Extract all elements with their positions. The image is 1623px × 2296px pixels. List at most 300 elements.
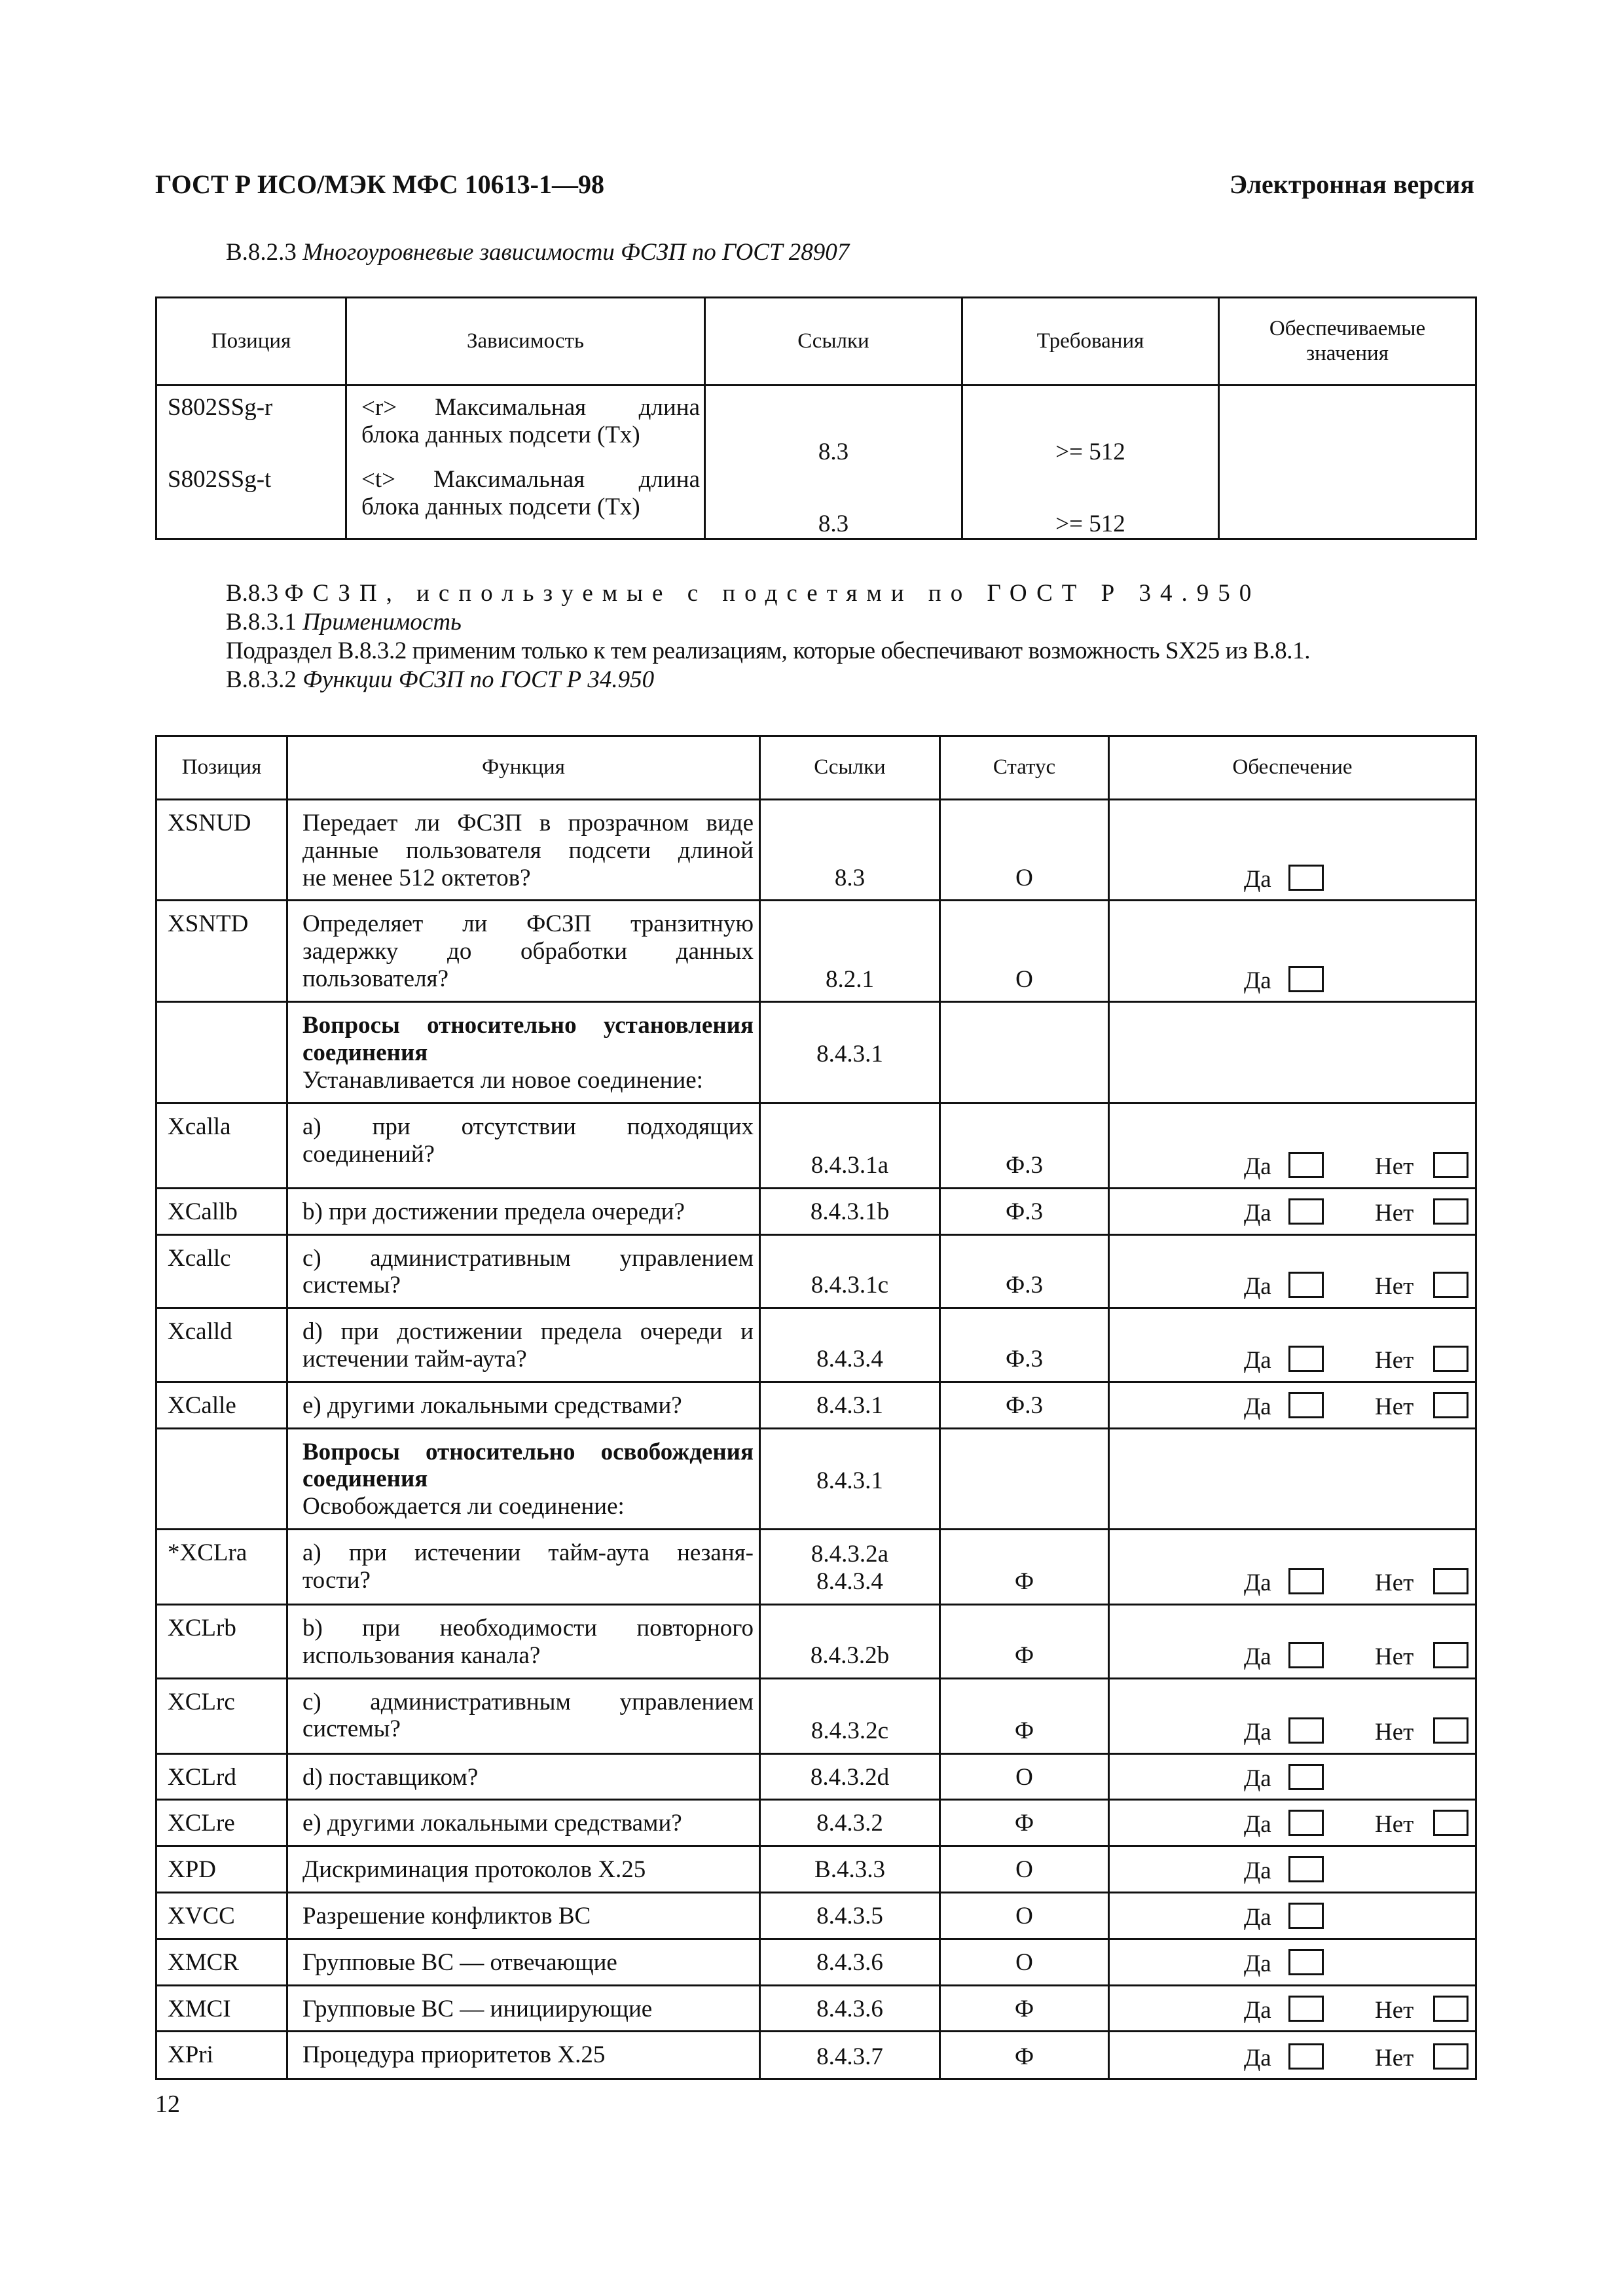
- col-header-provided-values: Обеспечиваемые значения: [1219, 298, 1476, 386]
- table-row: [156, 1800, 1476, 1846]
- no-option: [1375, 1568, 1468, 1597]
- yes-label: Да: [1244, 1199, 1271, 1227]
- status-cell: [940, 1604, 1109, 1678]
- position-cell: [156, 1234, 287, 1308]
- yes-label: Да: [1244, 1393, 1271, 1420]
- function-text-line: Групповые ВС — инициирующие: [302, 1995, 653, 2022]
- status-cell: [940, 1103, 1109, 1188]
- function-cell: [287, 1800, 760, 1846]
- ref-value: 8.4.3.2c: [811, 1717, 889, 1744]
- position-code: XMCI: [168, 1995, 231, 2022]
- yes-checkbox[interactable]: [1288, 1568, 1324, 1594]
- support-cell: [1109, 1234, 1476, 1308]
- col-header-dependency: Зависимость: [346, 298, 705, 386]
- function-text-line: Процедура приоритетов X.25: [302, 2041, 606, 2069]
- yes-option: [1244, 1642, 1375, 1671]
- no-label: Нет: [1375, 2044, 1414, 2072]
- yes-option: [1244, 1392, 1375, 1421]
- function-text-line: истечении тайм-аута?: [302, 1345, 527, 1372]
- no-label: Нет: [1375, 1346, 1414, 1374]
- ref-value: 8.4.3.1: [816, 1041, 883, 1068]
- ref-value: 8.4.3.1c: [811, 1272, 889, 1299]
- function-text-line: системы?: [302, 1272, 401, 1299]
- yes-checkbox[interactable]: [1288, 865, 1324, 891]
- position-code: Xcalld: [168, 1318, 232, 1346]
- section-heading-row: [156, 1428, 1476, 1529]
- support-cell: [1109, 1103, 1476, 1188]
- status-cell: [940, 901, 1109, 1002]
- dependency-cell: [346, 386, 705, 539]
- ref-value: 8.4.3.7: [816, 2043, 883, 2070]
- status-cell: [940, 1529, 1109, 1604]
- yes-option: [1244, 1346, 1375, 1374]
- function-cell: [287, 1103, 760, 1188]
- no-label: Нет: [1375, 1718, 1414, 1746]
- refs-cell: [705, 386, 962, 539]
- table-row: [156, 1604, 1476, 1678]
- status-cell: [940, 1234, 1109, 1308]
- position-cell: [156, 1800, 287, 1846]
- position-cell: [156, 1188, 287, 1234]
- position-code: S802SSg-r: [168, 394, 273, 421]
- position-code: XCLrd: [168, 1763, 236, 1791]
- dependencies-table: [155, 296, 1477, 540]
- function-cell: [287, 1428, 760, 1529]
- col-header-position: Позиция: [156, 298, 346, 386]
- support-cell: [1109, 1382, 1476, 1428]
- yes-option: [1244, 966, 1375, 995]
- yes-checkbox[interactable]: [1288, 1810, 1324, 1836]
- position-cell: [156, 901, 287, 1002]
- status-value: Ф.3: [1006, 1151, 1043, 1179]
- function-text-line: не менее 512 октетов?: [302, 864, 531, 891]
- status-value: Ф.3: [1006, 1345, 1043, 1372]
- status-value: О: [1015, 1856, 1033, 1884]
- support-cell: [1109, 1308, 1476, 1382]
- yes-checkbox[interactable]: [1288, 1717, 1324, 1744]
- ref-value: 8.3: [818, 439, 849, 466]
- yes-option: [1244, 1198, 1375, 1227]
- refs-cell: [760, 2032, 940, 2079]
- yes-option: [1244, 1903, 1375, 1931]
- position-code: XMCR: [168, 1948, 239, 1976]
- yes-label: Да: [1244, 1273, 1271, 1300]
- table-row: [156, 800, 1476, 901]
- function-text-line: e) другими локальными средствами?: [302, 1391, 682, 1419]
- yes-label: Да: [1244, 1903, 1271, 1931]
- support-cell: [1109, 1892, 1476, 1939]
- no-checkbox[interactable]: [1433, 1717, 1468, 1744]
- support-cell: [1109, 1529, 1476, 1604]
- position-cell: [156, 1939, 287, 1985]
- no-option: [1375, 1152, 1468, 1181]
- section-number: В.8.2.3: [226, 239, 297, 266]
- position-code: XPri: [168, 2041, 213, 2069]
- status-cell: [940, 1002, 1109, 1103]
- ref-value: 8.4.3.1b: [810, 1198, 890, 1225]
- function-heading-line: соединения: [302, 1465, 428, 1493]
- function-text-line: Устанавливается ли новое соединение:: [302, 1066, 703, 1094]
- function-text-line: Дискриминация протоколов X.25: [302, 1856, 646, 1884]
- status-value: О: [1015, 1902, 1033, 1929]
- refs-cell: [760, 1188, 940, 1234]
- refs-cell: [760, 1800, 940, 1846]
- status-value: Ф.3: [1006, 1198, 1043, 1225]
- yes-checkbox[interactable]: [1288, 1198, 1324, 1225]
- dependency-tag: <t>: [361, 466, 396, 493]
- function-heading-line: соединения: [302, 1039, 428, 1067]
- table-row: [156, 1529, 1476, 1604]
- ref-value: 8.4.3.5: [816, 1902, 883, 1929]
- yes-checkbox[interactable]: [1288, 1392, 1324, 1418]
- yes-checkbox[interactable]: [1288, 2043, 1324, 2070]
- position-cell: [156, 1002, 287, 1103]
- refs-cell: [760, 1382, 940, 1428]
- no-option: [1375, 1642, 1468, 1671]
- yes-checkbox[interactable]: [1288, 966, 1324, 992]
- position-code: XCLrc: [168, 1688, 235, 1715]
- table-row: [156, 2032, 1476, 2079]
- no-option: [1375, 1810, 1468, 1839]
- no-option: [1375, 2043, 1468, 2072]
- status-value: Ф: [1014, 1568, 1034, 1596]
- yes-option: [1244, 1949, 1375, 1978]
- ref-value: 8.3: [834, 864, 866, 891]
- status-value: Ф: [1014, 2043, 1034, 2070]
- position-cell: [156, 800, 287, 901]
- function-cell: [287, 1678, 760, 1753]
- function-cell: [287, 1892, 760, 1939]
- subsection-number: В.8.3.1: [226, 609, 297, 636]
- col-header-support: Обеспечение: [1109, 736, 1476, 800]
- function-heading-line: Вопросы относительно установления: [302, 1012, 754, 1039]
- refs-cell: [760, 1846, 940, 1893]
- table-row: [156, 1939, 1476, 1985]
- position-cell: [156, 2032, 287, 2079]
- status-cell: [940, 1753, 1109, 1800]
- yes-option: [1244, 1568, 1375, 1597]
- yes-label: Да: [1244, 967, 1271, 994]
- function-cell: [287, 1985, 760, 2032]
- table-row: [156, 1308, 1476, 1382]
- status-value: Ф: [1014, 1995, 1034, 2022]
- function-cell: [287, 1188, 760, 1234]
- yes-option: [1244, 1996, 1375, 2024]
- position-code: XCalle: [168, 1391, 236, 1419]
- yes-option: [1244, 1810, 1375, 1839]
- table-row: [156, 901, 1476, 1002]
- no-checkbox[interactable]: [1433, 1996, 1468, 2022]
- yes-checkbox[interactable]: [1288, 1903, 1324, 1929]
- function-cell: [287, 1846, 760, 1893]
- no-checkbox[interactable]: [1433, 1392, 1468, 1418]
- yes-label: Да: [1244, 1570, 1271, 1597]
- subsection-title: Применимость: [302, 609, 462, 636]
- requirement-value: >= 512: [1055, 439, 1125, 466]
- yes-option: [1244, 2043, 1375, 2072]
- document-title: ГОСТ Р ИСО/МЭК МФС 10613-1—98: [155, 170, 604, 199]
- no-label: Нет: [1375, 1153, 1414, 1180]
- status-value: Ф: [1014, 1641, 1034, 1669]
- function-text-line: задержку до обработки данных: [302, 938, 754, 965]
- no-label: Нет: [1375, 1643, 1414, 1670]
- section-b823-caption: [226, 238, 849, 266]
- no-checkbox[interactable]: [1433, 1346, 1468, 1372]
- refs-cell: [760, 1428, 940, 1529]
- col-header-requirements: Требования: [962, 298, 1219, 386]
- position-cell: [156, 1604, 287, 1678]
- position-code: XCLrb: [168, 1614, 236, 1641]
- position-cell: [156, 1103, 287, 1188]
- position-cell: [156, 1753, 287, 1800]
- yes-checkbox[interactable]: [1288, 1346, 1324, 1372]
- support-cell: [1109, 800, 1476, 901]
- ref-value: 8.4.3.2b: [810, 1641, 890, 1669]
- position-code: XPD: [168, 1856, 217, 1884]
- ref-value: 8.4.3.2d: [810, 1763, 890, 1791]
- position-code: XCLre: [168, 1810, 235, 1837]
- function-text-line: c) административным управлением: [302, 1244, 754, 1272]
- no-checkbox[interactable]: [1433, 1198, 1468, 1225]
- no-option: [1375, 1272, 1468, 1300]
- function-text-line: e) другими локальными средствами?: [302, 1810, 682, 1837]
- support-cell: [1109, 1188, 1476, 1234]
- function-text-line: a) при отсутствии подходящих: [302, 1113, 754, 1140]
- yes-label: Да: [1244, 1643, 1271, 1670]
- function-cell: [287, 1234, 760, 1308]
- function-cell: [287, 1382, 760, 1428]
- function-text-line: b) при достижении предела очереди?: [302, 1198, 685, 1225]
- yes-label: Да: [1244, 1811, 1271, 1839]
- position-cell: [156, 1308, 287, 1382]
- dependency-head: Максимальная длина: [435, 394, 700, 421]
- table-row: [156, 1985, 1476, 2032]
- support-cell: [1109, 2032, 1476, 2079]
- position-code: Xcalla: [168, 1113, 231, 1140]
- section-heading-number: В.8.3: [226, 580, 279, 607]
- function-text-line: b) при необходимости повторного: [302, 1614, 754, 1641]
- ref-value: 8.4.3.4: [816, 1568, 883, 1596]
- yes-checkbox[interactable]: [1288, 1152, 1324, 1178]
- yes-checkbox[interactable]: [1288, 1996, 1324, 2022]
- ref-value: 8.4.3.1: [816, 1391, 883, 1419]
- status-value: Ф: [1014, 1810, 1034, 1837]
- function-cell: [287, 1753, 760, 1800]
- no-label: Нет: [1375, 1393, 1414, 1420]
- function-cell: [287, 800, 760, 901]
- status-cell: [940, 1985, 1109, 2032]
- yes-option: [1244, 1764, 1375, 1793]
- no-option: [1375, 1198, 1468, 1227]
- no-checkbox[interactable]: [1433, 1272, 1468, 1298]
- ref-value: 8.4.3.6: [816, 1995, 883, 2022]
- support-cell: [1109, 1985, 1476, 2032]
- ref-value: 8.4.3.1: [816, 1467, 883, 1494]
- function-cell: [287, 901, 760, 1002]
- no-checkbox[interactable]: [1433, 2043, 1468, 2070]
- position-code: XSNUD: [168, 810, 251, 836]
- status-cell: [940, 1892, 1109, 1939]
- yes-label: Да: [1244, 2044, 1271, 2072]
- position-code: Xcallc: [168, 1244, 231, 1272]
- table-row: [156, 1382, 1476, 1428]
- yes-checkbox[interactable]: [1288, 1856, 1324, 1882]
- status-value: Ф.3: [1006, 1391, 1043, 1419]
- position-cell: [156, 386, 346, 539]
- function-text-line: d) поставщиком?: [302, 1763, 479, 1791]
- position-cell: [156, 1846, 287, 1893]
- function-cell: [287, 1308, 760, 1382]
- function-text-line: Разрешение конфликтов ВС: [302, 1902, 591, 1929]
- ref-value: В.4.3.3: [814, 1856, 885, 1884]
- status-value: Ф: [1014, 1717, 1034, 1744]
- no-option: [1375, 1346, 1468, 1374]
- function-cell: [287, 1939, 760, 1985]
- function-text-line: Определяет ли ФСЗП транзитную: [302, 910, 754, 938]
- dependency-tail: блока данных подсети (Tx): [361, 493, 640, 520]
- section-heading: ФСЗП, используемые с подсетями по ГОСТ Р 34.950: [284, 580, 1261, 607]
- status-value: О: [1015, 1763, 1033, 1791]
- support-cell: [1109, 1002, 1476, 1103]
- function-text-line: пользователя?: [302, 965, 448, 992]
- position-code: XSNTD: [168, 910, 249, 938]
- position-cell: [156, 1678, 287, 1753]
- yes-option: [1244, 1717, 1375, 1746]
- dependency-tag: <r>: [361, 394, 397, 421]
- function-text-line: системы?: [302, 1715, 401, 1743]
- function-text-line: a) при истечении тайм-аута незаня-: [302, 1539, 754, 1566]
- no-checkbox[interactable]: [1433, 1568, 1468, 1594]
- support-cell: [1109, 1846, 1476, 1893]
- ref-value: 8.4.3.2: [816, 1810, 883, 1837]
- support-cell: [1109, 901, 1476, 1002]
- function-cell: [287, 1529, 760, 1604]
- table-row: [156, 1234, 1476, 1308]
- table-row: [156, 1188, 1476, 1234]
- subsection-number: В.8.3.2: [226, 666, 297, 693]
- refs-cell: [760, 1308, 940, 1382]
- yes-label: Да: [1244, 1718, 1271, 1746]
- refs-cell: [760, 800, 940, 901]
- no-checkbox[interactable]: [1433, 1810, 1468, 1836]
- no-label: Нет: [1375, 1996, 1414, 2024]
- position-cell: [156, 1382, 287, 1428]
- ref-value: 8.3: [818, 511, 849, 538]
- status-cell: [940, 1188, 1109, 1234]
- yes-checkbox[interactable]: [1288, 1642, 1324, 1668]
- dependency-head: Максимальная длина: [433, 466, 700, 493]
- no-label: Нет: [1375, 1273, 1414, 1300]
- status-cell: [940, 1939, 1109, 1985]
- requirements-cell: [962, 386, 1219, 539]
- status-value: О: [1015, 1948, 1033, 1976]
- position-code: *XCLra: [168, 1539, 247, 1566]
- status-cell: [940, 2032, 1109, 2079]
- edition-label: Электронная версия: [1229, 170, 1474, 199]
- function-text-line: Групповые ВС — отвечающие: [302, 1948, 617, 1976]
- status-value: Ф.3: [1006, 1272, 1043, 1299]
- position-code: XVCC: [168, 1902, 235, 1929]
- support-cell: [1109, 1428, 1476, 1529]
- refs-cell: [760, 1604, 940, 1678]
- table-row: [156, 1846, 1476, 1893]
- function-heading-line: Вопросы относительно освобождения: [302, 1438, 754, 1465]
- ref-value: 8.4.3.2a: [811, 1541, 889, 1568]
- page-number: 12: [155, 2090, 180, 2118]
- yes-label: Да: [1244, 1996, 1271, 2024]
- no-checkbox[interactable]: [1433, 1152, 1468, 1178]
- ref-value: 8.4.3.4: [816, 1345, 883, 1372]
- ref-value: 8.2.1: [826, 965, 874, 993]
- support-cell: [1109, 1939, 1476, 1985]
- status-cell: [940, 1800, 1109, 1846]
- table-row: [156, 1678, 1476, 1753]
- support-cell: [1109, 1753, 1476, 1800]
- section-heading-row: [156, 1002, 1476, 1103]
- ref-value: 8.4.3.6: [816, 1948, 883, 1976]
- support-cell: [1109, 1800, 1476, 1846]
- requirement-value: >= 512: [1055, 511, 1125, 538]
- refs-cell: [760, 1529, 940, 1604]
- applicability-paragraph: Подраздел В.8.3.2 применим только к тем реализациям, которые обеспечивают возможность SX25 из В.8.1.: [226, 637, 1311, 664]
- position-cell: [156, 1529, 287, 1604]
- provided-values-cell[interactable]: [1219, 386, 1476, 539]
- position-cell: [156, 1985, 287, 2032]
- section-b83-block: [226, 579, 1470, 694]
- refs-cell: [760, 901, 940, 1002]
- position-cell: [156, 1892, 287, 1939]
- function-text-line: соединений?: [302, 1140, 435, 1168]
- no-label: Нет: [1375, 1570, 1414, 1597]
- status-cell: [940, 1846, 1109, 1893]
- status-cell: [940, 1678, 1109, 1753]
- support-cell: [1109, 1604, 1476, 1678]
- yes-label: Да: [1244, 865, 1271, 893]
- table-row: [156, 386, 1476, 539]
- yes-label: Да: [1244, 1765, 1271, 1792]
- no-label: Нет: [1375, 1811, 1414, 1839]
- function-text-line: данные пользователя подсети длиной: [302, 836, 754, 864]
- no-checkbox[interactable]: [1433, 1642, 1468, 1668]
- table-row: [156, 1753, 1476, 1800]
- yes-label: Да: [1244, 1153, 1271, 1180]
- yes-checkbox[interactable]: [1288, 1272, 1324, 1298]
- function-text-line: использования канала?: [302, 1641, 541, 1669]
- col-header-refs: Ссылки: [760, 736, 940, 800]
- function-cell: [287, 1604, 760, 1678]
- function-text-line: Передает ли ФСЗП в прозрачном виде: [302, 810, 754, 836]
- ref-value: 8.4.3.1a: [811, 1151, 889, 1179]
- col-header-function: Функция: [287, 736, 760, 800]
- position-code: S802SSg-t: [168, 466, 272, 493]
- refs-cell: [760, 1892, 940, 1939]
- yes-checkbox[interactable]: [1288, 1949, 1324, 1975]
- table-header-row: [156, 298, 1476, 386]
- col-header-refs: Ссылки: [705, 298, 962, 386]
- subsection-title: Функции ФСЗП по ГОСТ Р 34.950: [302, 666, 655, 693]
- yes-checkbox[interactable]: [1288, 1764, 1324, 1790]
- status-cell: [940, 800, 1109, 901]
- status-cell: [940, 1308, 1109, 1382]
- yes-option: [1244, 865, 1375, 893]
- yes-option: [1244, 1272, 1375, 1300]
- function-cell: [287, 1002, 760, 1103]
- table-header-row: [156, 736, 1476, 800]
- yes-label: Да: [1244, 1857, 1271, 1885]
- functions-table: [155, 735, 1477, 2080]
- status-value: О: [1015, 864, 1033, 891]
- yes-label: Да: [1244, 1950, 1271, 1977]
